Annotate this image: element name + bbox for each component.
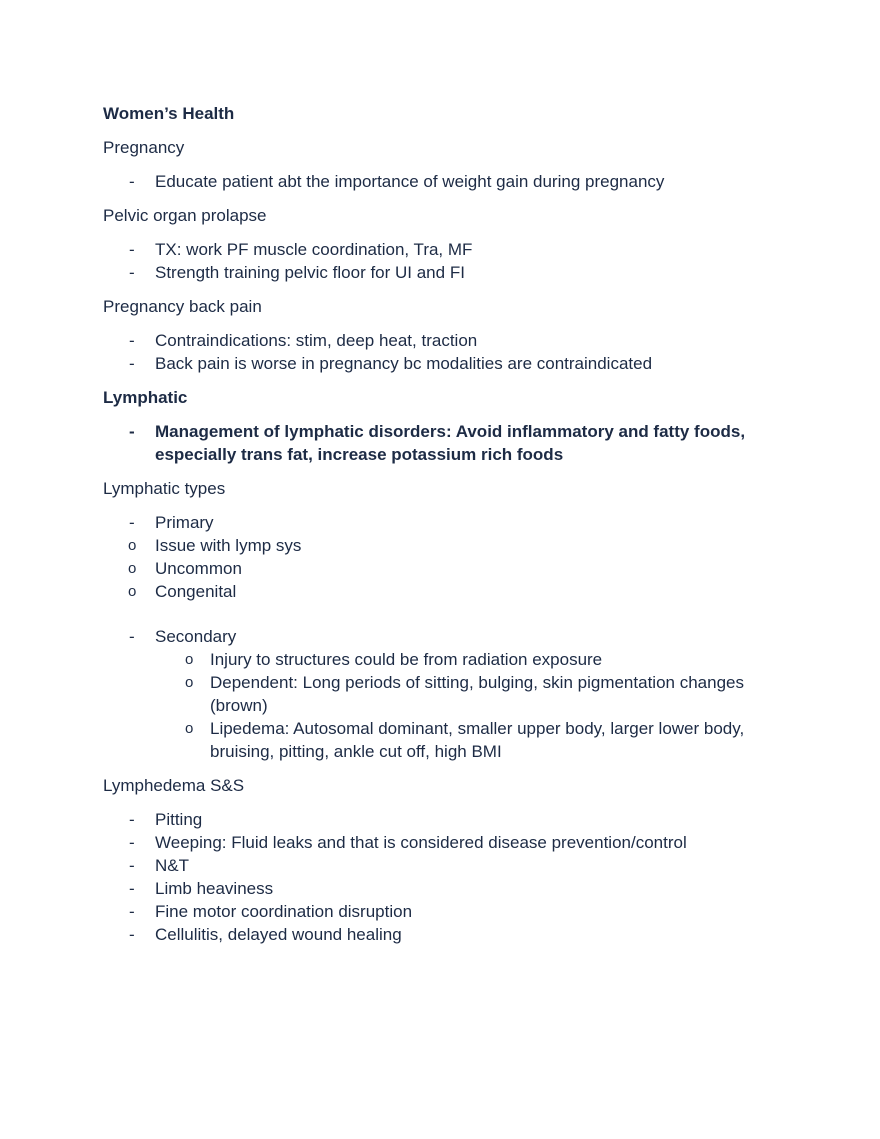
list-item: - N&T bbox=[129, 856, 189, 875]
section-title-lymphatic: Lymphatic bbox=[103, 388, 188, 407]
list-item: - Back pain is worse in pregnancy bc modalities are contraindicated bbox=[129, 354, 653, 373]
list-item: - Fine motor coordination disruption bbox=[129, 902, 413, 921]
list-item: o Issue with lymp sys bbox=[128, 536, 302, 555]
list-item: - Cellulitis, delayed wound healing bbox=[129, 925, 402, 944]
list-item: - Limb heaviness bbox=[129, 879, 274, 898]
circle-marker: o bbox=[128, 537, 137, 554]
pregnancy-list bbox=[103, 170, 770, 193]
dash-marker: - bbox=[129, 925, 135, 944]
lymphatic-secondary-list bbox=[103, 625, 770, 763]
list-item: - TX: work PF muscle coordination, Tra, MF bbox=[129, 240, 473, 259]
subsection-label-pregnancy-back-pain: Pregnancy back pain bbox=[103, 297, 262, 316]
list-item: o Injury to structures could be from radiation exposure bbox=[185, 650, 603, 669]
subsection-label-lymphatic-types: Lymphatic types bbox=[103, 479, 226, 498]
dash-marker: - bbox=[129, 833, 135, 852]
dash-marker: - bbox=[129, 513, 135, 532]
list-item: o Uncommon bbox=[128, 559, 242, 578]
dash-marker: - bbox=[129, 263, 135, 282]
list-item: o Congenital bbox=[128, 582, 237, 601]
pregnancy-back-pain-list bbox=[103, 329, 770, 375]
dash-marker: - bbox=[129, 810, 135, 829]
list-item-secondary: - Secondary bbox=[129, 627, 237, 646]
list-item: o Dependent: Long periods of sitting, bulging, skin pigmentation changes (brown) bbox=[185, 673, 744, 715]
list-item: - Strength training pelvic floor for UI and FI bbox=[129, 263, 465, 282]
list-item: o Lipedema: Autosomal dominant, smaller upper body, larger lower body, bruising, pitting, ankle cut off, high BMI bbox=[185, 719, 745, 761]
list-item: - Weeping: Fluid leaks and that is considered disease prevention/control bbox=[129, 833, 687, 852]
dash-marker: - bbox=[129, 172, 135, 191]
dash-marker: - bbox=[129, 902, 135, 921]
subsection-label-pregnancy: Pregnancy bbox=[103, 138, 185, 157]
list-item-primary: - Primary bbox=[129, 513, 214, 532]
circle-marker: o bbox=[128, 583, 137, 600]
subsection-label-lymphedema: Lymphedema S&S bbox=[103, 776, 245, 795]
lymphatic-management-list bbox=[103, 420, 770, 466]
circle-marker: o bbox=[128, 560, 137, 577]
dash-marker: - bbox=[129, 627, 135, 646]
lymphedema-list bbox=[103, 808, 770, 946]
section-title-womens-health: Women’s Health bbox=[103, 104, 235, 123]
dash-marker: - bbox=[129, 331, 135, 350]
subsection-label-pelvic-organ-prolapse: Pelvic organ prolapse bbox=[103, 206, 267, 225]
dash-marker: - bbox=[129, 354, 135, 373]
list-item: - Management of lymphatic disorders: Avoid inflammatory and fatty foods, especially trans fat, increase potassium rich foods bbox=[129, 422, 746, 464]
dash-marker: - bbox=[129, 422, 135, 441]
dash-marker: - bbox=[129, 856, 135, 875]
spacer bbox=[103, 603, 770, 625]
circle-marker: o bbox=[185, 674, 194, 691]
dash-marker: - bbox=[129, 879, 135, 898]
list-item: - Contraindications: stim, deep heat, traction bbox=[129, 331, 478, 350]
list-item: - Educate patient abt the importance of weight gain during pregnancy bbox=[129, 172, 665, 191]
circle-marker: o bbox=[185, 720, 194, 737]
pelvic-organ-prolapse-list bbox=[103, 238, 770, 284]
dash-marker: - bbox=[129, 240, 135, 259]
circle-marker: o bbox=[185, 651, 194, 668]
list-item: - Pitting bbox=[129, 810, 203, 829]
lymphatic-types-list bbox=[103, 511, 770, 603]
